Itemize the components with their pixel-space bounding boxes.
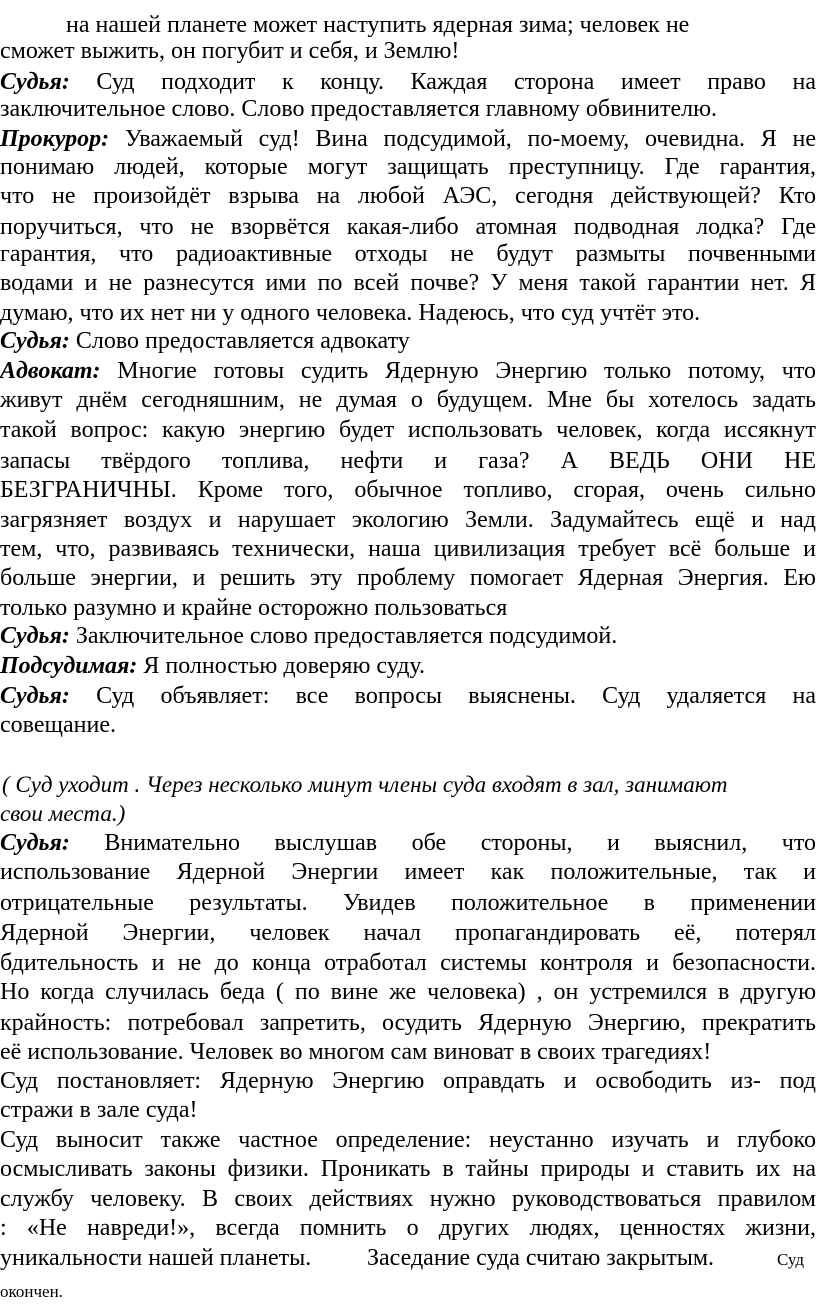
text-line: тем, что, развиваясь технически, наша цивилизация требует всё больше и [0,536,816,562]
text-line: стражи в зале суда! [0,1097,198,1123]
text-line: запасы твёрдого топлива, нефти и газа? А ВЕДЬ ОНИ НЕ [0,448,816,474]
speech-text: Многие готовы судить Ядерную Энергию только потому, что [100,358,816,384]
text-line: осмысливать законы физики. Проникать в тайны природы и ставить их на [0,1156,816,1182]
text-line: больше энергии, и решить эту проблему помогает Ядерная Энергия. Ею [0,565,816,591]
text-line-judge [0,67,816,97]
text-line: Суд постановляет: Ядерную Энергию оправдать и освободить из- под [0,1068,816,1094]
text-line-lawyer [0,356,816,386]
speaker-label: Судья: [0,69,70,95]
text-line: на нашей планете может наступить ядерная зима; человек не [66,12,690,38]
speaker-label: Судья: [0,328,70,354]
text-line: её использование. Человек во многом сам виноват в своих трагедиях! [0,1039,712,1065]
text-line-judge [0,681,816,711]
stage-direction: свои места.) [0,801,126,826]
text-line: Но когда случилась беда ( по вине же человека) , он устремился в другую [0,979,816,1005]
speaker-label: Судья: [0,623,70,649]
speaker-label: Адвокат: [0,358,101,384]
text-line: Ядерной Энергии, человек начал пропагандировать её, потерял [0,920,816,946]
text-line: поручиться, что не взорвётся какая-либо атомная подводная лодка? Где [0,214,816,240]
text-line: заключительное слово. Слово предоставляется главному обвинителю. [0,96,718,122]
text-line: только разумно и крайне осторожно пользоваться [0,595,508,621]
text-line: сможет выжить, он погубит и себя, и Землю! [0,38,460,64]
text-line: уникальности нашей планеты. [0,1245,312,1271]
text-line: Суд [777,1250,804,1269]
text-line: думаю, что их нет ни у одного человека. Надеюсь, что суд учтёт это. [0,300,701,326]
speech-text: Уважаемый суд! Вина подсудимой, по-моему, очевидна. Я не [109,126,816,152]
speaker-label: Судья: [0,683,70,709]
text-line: службу человеку. В своих действиях нужно руководствоваться правилом [0,1186,816,1212]
text-line: загрязняет воздух и нарушает экологию Земли. Задумайтесь ещё и над [0,507,816,533]
text-line: БЕЗГРАНИЧНЫ. Кроме того, обычное топливо, сгорая, очень сильно [0,477,816,503]
speech-text: Суд подходит к концу. Каждая сторона имеет право на [69,69,816,95]
text-line: крайность: потребовал запретить, осудить Ядерную Энергию, прекратить [0,1010,816,1036]
text-line: окончен. [0,1282,63,1301]
text-line: отрицательные результаты. Увидев положительное в применении [0,890,816,916]
text-line: водами и не разнесутся ими по всей почве? У меня такой гарантии нет. Я [0,270,816,296]
text-line: понимаю людей, которые могут защищать преступницу. Где гарантия, [0,154,816,180]
speaker-label: Подсудимая: [0,653,138,679]
text-line-judge [0,621,816,651]
text-line-judge [0,828,816,858]
speaker-label: Прокурор: [0,126,110,152]
text-line: такой вопрос: какую энергию будет использовать человек, когда иссякнут [0,417,816,443]
text-line-prosecutor [0,124,816,154]
text-line: : «Не навреди!», всегда помнить о других людях, ценностях жизни, [0,1215,816,1241]
text-line-judge [0,326,816,356]
text-line-defendant [0,651,816,681]
speech-text: Суд объявляет: все вопросы выяснены. Суд удаляется на [69,683,816,709]
text-line: бдительность и не до конца отработал системы контроля и безопасности. [0,950,816,976]
text-line: что не произойдёт взрыва на любой АЭС, сегодня действующей? Кто [0,183,816,209]
text-line: использование Ядерной Энергии имеет как положительные, так и [0,859,816,885]
speech-text: Я полностью доверяю суду. [137,653,426,679]
text-line: гарантия, что радиоактивные отходы не будут размыты почвенными [0,241,816,267]
text-line: совещание. [0,712,116,738]
text-line: Суд выносит также частное определение: неустанно изучать и глубоко [0,1127,816,1153]
speech-text: Заключительное слово предоставляется подсудимой. [69,623,618,649]
text-line: Заседание суда считаю закрытым. [367,1245,715,1271]
speech-text: Слово предоставляется адвокату [69,328,410,354]
stage-direction: ( Суд уходит . Через несколько минут члены суда входят в зал, занимают [2,772,728,797]
speaker-label: Судья: [0,830,70,856]
text-line: живут днём сегодняшним, не думая о будущем. Мне бы хотелось задать [0,387,816,413]
speech-text: Внимательно выслушав обе стороны, и выяснил, что [69,830,816,856]
